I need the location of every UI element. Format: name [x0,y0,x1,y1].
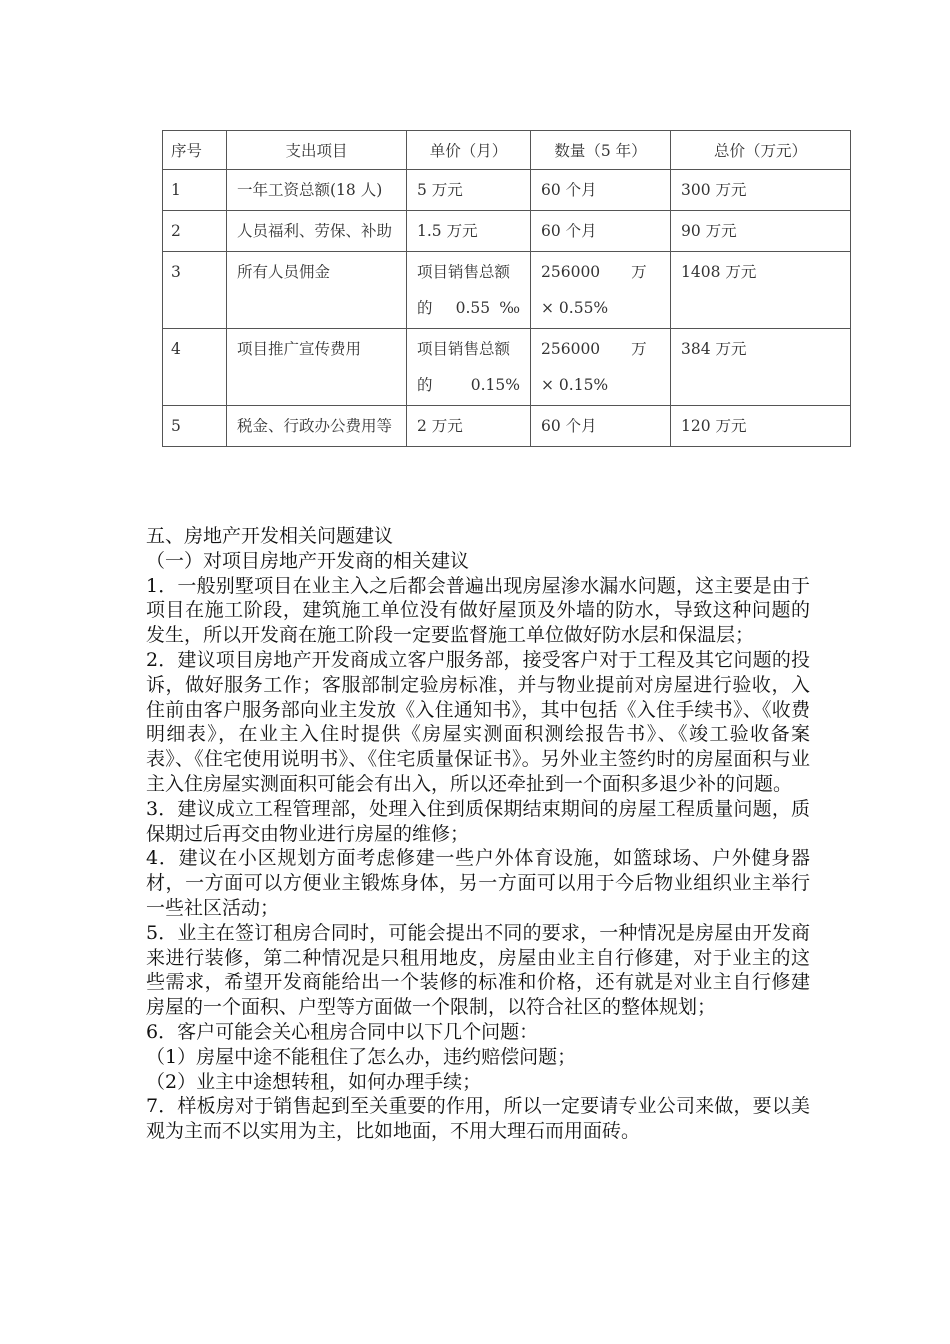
paragraph-2: 2．建议项目房地产开发商成立客户服务部，接受客户对于工程及其它问题的投诉，做好服务工作；客服部制定验房标准，并与物业提前对房屋进行验收，入住前由客户服务部向业主发放《入住通知书》，其中包括《入住手续书》、《收费明细表》，在业主入住时提供《房屋实测面积测绘报告书》、《竣工验收备案表》、《住宅使用说明书》、《住宅质量保证书》。另外业主签约时的房屋面积与业主入住房屋实测面积可能会有出入，所以还牵扯到一个面积多退少补的问题。 [146,648,810,795]
row-no: 5 [163,406,227,447]
row-unit-price: 5 万元 [407,170,531,211]
row-no: 1 [163,170,227,211]
row-unit-price: 项目销售总额的 0.15% [407,329,531,406]
paragraph-1: 1．一般别墅项目在业主入之后都会普遍出现房屋渗水漏水问题，这主要是由于项目在施工阶段，建筑施工单位没有做好屋顶及外墙的防水，导致这种问题的发生，所以开发商在施工阶段一定要监督施工单位做好防水层和保温层； [146,574,810,647]
header-no: 序号 [163,131,227,170]
paragraph-6-item-2: （2）业主中途想转租，如何办理手续； [146,1070,482,1093]
row-item: 一年工资总额(18 人) [227,170,407,211]
paragraph-3: 3．建议成立工程管理部，处理入住到质保期结束期间的房屋工程质量问题，质保期过后再交由物业进行房屋的维修； [146,797,810,845]
header-quantity: 数量（5 年） [531,131,671,170]
paragraph-6-item-1: （1）房屋中途不能租住了怎么办，违约赔偿问题； [146,1045,577,1068]
paragraph-4: 4．建议在小区规划方面考虑修建一些户外体育设施，如篮球场、户外健身器材，一方面可以方便业主锻炼身体，另一方面可以用于今后物业组织业主举行一些社区活动； [146,847,810,919]
table-row [163,252,851,329]
row-no: 2 [163,211,227,252]
header-unit-price: 单价（月） [407,131,531,170]
row-total: 1408 万元 [671,252,851,329]
row-item: 税金、行政办公费用等 [227,406,407,447]
table-row [163,329,851,406]
expense-table [162,130,851,447]
row-total: 300 万元 [671,170,851,211]
row-quantity: 60 个月 [531,406,671,447]
section-title: 五、房地产开发相关问题建议 [146,525,394,547]
paragraph-5: 5．业主在签订租房合同时，可能会提出不同的要求，一种情况是房屋由开发商来进行装修，第二种情况是只租用地皮，房屋由业主自行修建，对于业主的这些需求，希望开发商能给出一个装修的标准和价格，还有就是对业主自行修建房屋的一个面积、户型等方面做一个限制，以符合社区的整体规划； [146,921,810,1019]
row-total: 120 万元 [671,406,851,447]
paragraph-7: 7．样板房对于销售起到至关重要的作用，所以一定要请专业公司来做，要以美观为主而不以实用为主，比如地面，不用大理石而用面砖。 [146,1095,810,1143]
row-total: 90 万元 [671,211,851,252]
table-row [163,170,851,211]
row-quantity: 60 个月 [531,211,671,252]
row-quantity: 256000 万 × 0.15% [531,329,671,406]
row-quantity: 256000 万 × 0.55% [531,252,671,329]
row-no: 3 [163,252,227,329]
table-row [163,406,851,447]
row-item: 所有人员佣金 [227,252,407,329]
subsection-title: （一）对项目房地产开发商的相关建议 [146,549,470,572]
row-item: 项目推广宣传费用 [227,329,407,406]
table-row [163,211,851,252]
row-unit-price: 1.5 万元 [407,211,531,252]
row-quantity: 60 个月 [531,170,671,211]
row-total: 384 万元 [671,329,851,406]
header-item: 支出项目 [227,131,407,170]
paragraph-6: 6．客户可能会关心租房合同中以下几个问题： [146,1020,539,1043]
row-item: 人员福利、劳保、补助 [227,211,407,252]
row-no: 4 [163,329,227,406]
body-text [146,524,810,1144]
row-unit-price: 项目销售总额的 0.55‰ [407,252,531,329]
row-unit-price: 2 万元 [407,406,531,447]
table-header-row [163,131,851,170]
header-total: 总价（万元） [671,131,851,170]
